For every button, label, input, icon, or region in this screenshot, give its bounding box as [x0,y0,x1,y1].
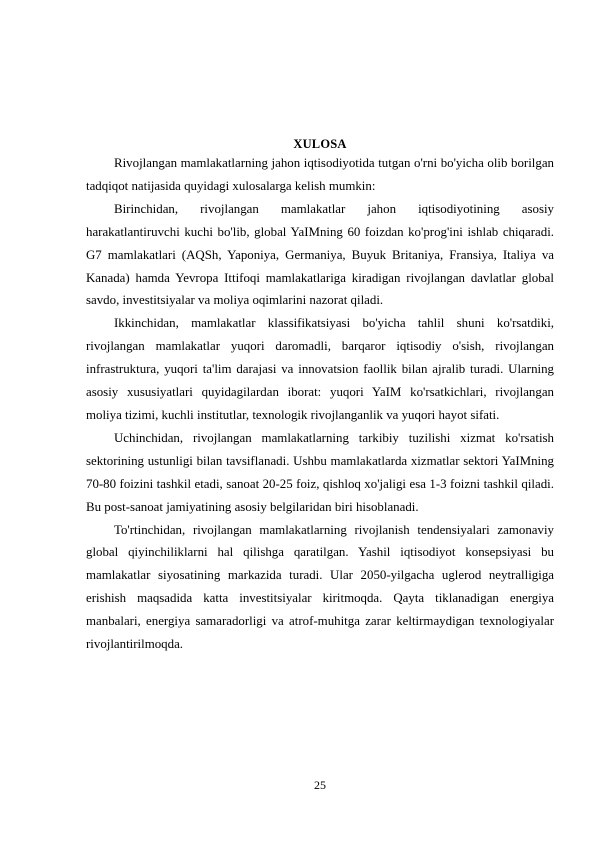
paragraph-fourth: To'rtinchidan, rivojlangan mamlakatlarning rivojlanish tendensiyalari zamonaviy global qiyinchiliklarni hal qilishga qaratilgan. Yashil iqtisodiyot konsepsiyasi bu mamlakatlar siyosatining markazida turadi. Ular 2050-yilgacha uglerod neytralligiga erishish maqsadida katta investitsiyalar kiritmoqda. Qayta tiklanadigan energiya manbalari, energiya samaradorligi va atrof-muhitga zarar keltirmaydigan texnologiyalar rivojlantirilmoqda. [86,522,554,652]
section-title: XULOSA [293,137,347,151]
document-body [86,152,554,656]
paragraph-intro: Rivojlangan mamlakatlarning jahon iqtisodiyotida tutgan o'rni bo'yicha olib borilgan tadqiqot natijasida quyidagi xulosalarga kelish mumkin: [86,156,554,193]
paragraph-first: Birinchidan, rivojlangan mamlakatlar jahon iqtisodiyotining asosiy harakatlantiruvchi kuchi bo'lib, global YaIMning 60 foizdan ko'prog'ini ishlab chiqaradi. G7 mamlakatlari (AQSh, Yaponiya, Germaniya, Buyuk Britaniya, Fransiya, Italiya va Kanada) hamda Yevropa Ittifoqi mamlakatlariga kiradigan rivojlangan davlatlar global savdo, investitsiyalar va moliya oqimlarini nazorat qiladi. [86,201,554,308]
page-number: 25 [314,778,326,792]
paragraph-second: Ikkinchidan, mamlakatlar klassifikatsiyasi bo'yicha tahlil shuni ko'rsatdiki, rivojlangan mamlakatlar yuqori daromadli, barqaror iqtisodiy o'sish, rivojlangan infrastruktura, yuqori ta'lim darajasi va innovatsion faollik bilan ajralib turadi. Ularning asosiy xususiyatlari quyidagilardan iborat: yuqori YaIM ko'rsatkichlari, rivojlangan moliya tizimi, kuchli institutlar, texnologik rivojlanganlik va yuqori hayot sifati. [86,316,554,422]
paragraph-third: Uchinchidan, rivojlangan mamlakatlarning tarkibiy tuzilishi xizmat ko'rsatish sektorining ustunligi bilan tavsiflanadi. Ushbu mamlakatlarda xizmatlar sektori YaIMning 70-80 foizini tashkil etadi, sanoat 20-25 foiz, qishloq xo'jaligi esa 1-3 foizni tashkil qiladi. Bu post-sanoat jamiyatining asosiy belgilaridan biri hisoblanadi. [86,430,554,514]
